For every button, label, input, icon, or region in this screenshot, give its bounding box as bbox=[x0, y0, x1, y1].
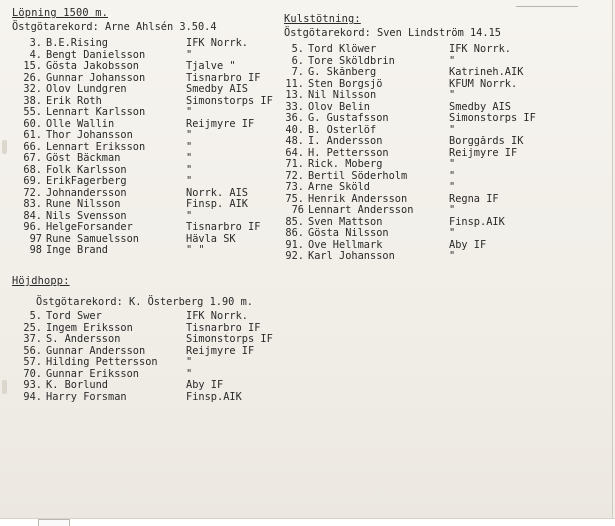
participant-number: 67. bbox=[23, 152, 42, 164]
participant-row bbox=[284, 79, 612, 91]
participant-name: Hilding Pettersson bbox=[46, 357, 158, 368]
club-name: Åby IF bbox=[186, 380, 224, 391]
participant-row bbox=[12, 323, 306, 335]
binder-hole bbox=[2, 380, 7, 394]
participant-name: HelgeForsander bbox=[46, 222, 133, 233]
participant-row bbox=[12, 38, 280, 50]
club-name: " bbox=[186, 210, 193, 222]
participant-number: 72. bbox=[23, 186, 42, 199]
participant-row bbox=[12, 334, 306, 346]
participant-name: Bengt Danielsson bbox=[46, 49, 146, 61]
participant-number: 7. bbox=[291, 66, 304, 78]
participant-number: 68. bbox=[23, 163, 42, 176]
club-name: Smedby AIS bbox=[186, 84, 248, 95]
participant-number: 94. bbox=[23, 390, 42, 403]
club-name: " bbox=[449, 205, 456, 216]
participant-row bbox=[284, 217, 612, 229]
club-name: Reijmyre IF bbox=[449, 147, 518, 159]
participant-number: 83. bbox=[23, 198, 42, 210]
participant-name: H. Pettersson bbox=[308, 147, 389, 159]
participant-name: Gösta Jakobsson bbox=[46, 61, 139, 72]
participant-number: 64. bbox=[285, 146, 304, 159]
participant-name: Gunnar Andersson bbox=[46, 345, 146, 357]
participant-number: 3. bbox=[29, 37, 42, 49]
participant-row bbox=[284, 125, 612, 137]
participant-number: 33. bbox=[285, 100, 304, 113]
club-name: Reijmyre IF bbox=[186, 118, 255, 130]
section-heading: Höjdhopp: bbox=[12, 275, 70, 287]
section-heading: Kulstötning: bbox=[284, 13, 361, 25]
high-jump-section bbox=[12, 276, 306, 403]
participant-row bbox=[284, 240, 612, 252]
participant-row bbox=[284, 182, 612, 194]
club-name: Tisnarbro IF bbox=[186, 72, 261, 84]
club-name: Norrk. AIS bbox=[186, 187, 248, 199]
participant-number: 13. bbox=[285, 89, 304, 101]
participant-name: Lennart Eriksson bbox=[46, 141, 146, 153]
participant-name: Sten Borgsjö bbox=[308, 78, 383, 90]
participant-name: Rune Samuelsson bbox=[46, 233, 139, 245]
club-name: " bbox=[449, 90, 456, 101]
participant-name: Johnandersson bbox=[46, 187, 127, 199]
participant-name: K. Borlund bbox=[46, 380, 108, 391]
participant-row bbox=[12, 311, 306, 323]
club-name: " " bbox=[186, 245, 205, 256]
participant-row bbox=[284, 228, 612, 240]
record-line: Östgötarekord: Sven Lindström 14.15 bbox=[284, 26, 501, 39]
participant-row bbox=[12, 357, 306, 369]
participant-number: 37. bbox=[23, 333, 42, 345]
participant-number: 5. bbox=[29, 310, 42, 322]
club-name: " bbox=[186, 368, 193, 380]
participant-row bbox=[12, 176, 280, 188]
participant-row bbox=[284, 159, 612, 171]
club-name: Finsp.AIK bbox=[449, 216, 505, 228]
participant-name: Henrik Andersson bbox=[308, 193, 408, 205]
participant-number: 98 bbox=[29, 244, 42, 256]
participant-row bbox=[12, 119, 280, 131]
top-right-mark bbox=[516, 0, 578, 7]
participant-name: Gunnar Johansson bbox=[46, 72, 146, 84]
record-line: Östgötarekord: Arne Ahlsén 3.50.4 bbox=[12, 20, 217, 33]
participant-number: 86. bbox=[285, 227, 304, 239]
participant-row bbox=[12, 130, 280, 142]
participant-row bbox=[12, 346, 306, 358]
participant-row bbox=[12, 165, 280, 177]
participant-list bbox=[12, 38, 280, 257]
participant-name: Lennart Andersson bbox=[308, 205, 414, 216]
participant-row bbox=[284, 56, 612, 68]
club-name: " bbox=[186, 357, 193, 368]
club-name: IFK Norrk. bbox=[449, 44, 511, 55]
binder-hole bbox=[2, 140, 7, 154]
participant-name: Lennart Karlsson bbox=[46, 107, 146, 118]
record-line: Östgötarekord: K. Österberg 1.90 m. bbox=[36, 295, 253, 308]
participant-row bbox=[12, 107, 280, 119]
participant-name: Gunnar Eriksson bbox=[46, 368, 139, 380]
participant-number: 56. bbox=[23, 344, 42, 357]
participant-name: Erik Roth bbox=[46, 95, 102, 107]
participant-number: 4. bbox=[29, 48, 42, 61]
participant-name: Tord Klöwer bbox=[308, 44, 377, 55]
participant-name: Olov Lundgren bbox=[46, 84, 127, 95]
participant-row bbox=[12, 73, 280, 85]
participant-number: 96. bbox=[23, 221, 42, 233]
club-name: " bbox=[186, 130, 193, 141]
participant-row bbox=[12, 50, 280, 62]
participant-row bbox=[284, 194, 612, 206]
participant-number: 36. bbox=[285, 112, 304, 124]
participant-name: Olov Belin bbox=[308, 101, 370, 113]
participant-name: Arne Sköld bbox=[308, 182, 370, 193]
participant-row bbox=[12, 142, 280, 154]
participant-row bbox=[284, 171, 612, 183]
participant-row bbox=[284, 67, 612, 79]
participant-number: 61. bbox=[23, 129, 42, 141]
participant-number: 11. bbox=[285, 77, 304, 90]
club-name: " bbox=[186, 176, 193, 187]
participant-name: Tord Swer bbox=[46, 311, 102, 322]
club-name: Tjalve " bbox=[186, 61, 236, 72]
participant-row bbox=[12, 392, 306, 404]
participant-name: Inge Brand bbox=[46, 245, 108, 256]
participant-number: 32. bbox=[23, 83, 42, 95]
club-name: " bbox=[449, 182, 456, 193]
participant-row bbox=[284, 44, 612, 56]
participant-row bbox=[284, 251, 612, 263]
participant-number: 70. bbox=[23, 367, 42, 380]
participant-name: G. Gustafsson bbox=[308, 113, 389, 124]
participant-name: Rune Nilsson bbox=[46, 199, 121, 210]
club-name: " bbox=[186, 164, 193, 176]
club-name: IFK Norrk. bbox=[186, 311, 248, 322]
club-name: " bbox=[449, 159, 456, 170]
club-name: Borggårds IK bbox=[449, 136, 524, 147]
participant-number: 73. bbox=[285, 181, 304, 193]
club-name: Simonstorps IF bbox=[186, 334, 273, 345]
participant-list bbox=[12, 311, 306, 403]
shot-put-section bbox=[284, 14, 612, 263]
participant-name: Nils Svensson bbox=[46, 210, 127, 222]
participant-number: 57. bbox=[23, 356, 42, 368]
participant-name: Olle Wallin bbox=[46, 118, 115, 130]
participant-name: Nil Nilsson bbox=[308, 90, 377, 101]
participant-name: Ingem Eriksson bbox=[46, 322, 133, 334]
club-name: Finsp.AIK bbox=[186, 391, 242, 403]
participant-number: 85. bbox=[285, 215, 304, 228]
participant-name: Ove Hellmark bbox=[308, 239, 383, 251]
participant-row bbox=[12, 380, 306, 392]
club-name: " bbox=[449, 251, 456, 262]
participant-number: 66. bbox=[23, 140, 42, 153]
club-name: Smedby AIS bbox=[449, 101, 511, 113]
participant-row bbox=[12, 84, 280, 96]
participant-number: 93. bbox=[23, 379, 42, 391]
participant-name: Thor Johansson bbox=[46, 130, 133, 141]
participant-name: B.E.Rising bbox=[46, 38, 108, 49]
club-name: " bbox=[186, 141, 193, 153]
bottom-tab bbox=[38, 519, 70, 526]
participant-number: 71. bbox=[285, 158, 304, 170]
participant-number: 60. bbox=[23, 117, 42, 130]
club-name: Tisnarbro IF bbox=[186, 222, 261, 233]
participant-number: 40. bbox=[285, 123, 304, 136]
participant-row bbox=[12, 96, 280, 108]
participant-row bbox=[284, 102, 612, 114]
participant-row bbox=[12, 211, 280, 223]
club-name: Reijmyre IF bbox=[186, 345, 255, 357]
club-name: Finsp. AIK bbox=[186, 199, 248, 210]
participant-row bbox=[12, 245, 280, 257]
participant-name: Sven Mattson bbox=[308, 216, 383, 228]
club-name: " bbox=[449, 228, 456, 239]
club-name: Simonstorps IF bbox=[449, 113, 536, 124]
club-name: Regna IF bbox=[449, 193, 499, 205]
section-heading: Löpning 1500 m. bbox=[12, 7, 108, 19]
participant-number: 26. bbox=[23, 71, 42, 84]
participant-name: B. Österlöf bbox=[308, 124, 377, 136]
participant-number: 84. bbox=[23, 209, 42, 222]
participant-number: 76 bbox=[291, 204, 304, 216]
club-name: " bbox=[186, 107, 193, 118]
participant-number: 15. bbox=[23, 60, 42, 72]
participant-row bbox=[12, 222, 280, 234]
club-name: " bbox=[186, 49, 193, 61]
participant-row bbox=[12, 61, 280, 73]
participant-row bbox=[12, 199, 280, 211]
participant-number: 75. bbox=[285, 192, 304, 205]
participant-row bbox=[12, 369, 306, 381]
participant-name: ErikFagerberg bbox=[46, 176, 127, 187]
participant-row bbox=[284, 136, 612, 148]
participant-row bbox=[12, 234, 280, 246]
participant-number: 97 bbox=[29, 232, 42, 245]
participant-name: I. Andersson bbox=[308, 136, 383, 147]
participant-number: 25. bbox=[23, 321, 42, 334]
participant-number: 91. bbox=[285, 238, 304, 251]
participant-number: 55. bbox=[23, 106, 42, 118]
participant-name: Folk Karlsson bbox=[46, 164, 127, 176]
participant-number: 6. bbox=[291, 54, 304, 67]
participant-name: Göst Bäckman bbox=[46, 153, 121, 164]
participant-number: 48. bbox=[285, 135, 304, 147]
participant-name: G. Skånberg bbox=[308, 67, 377, 78]
participant-list bbox=[284, 44, 612, 263]
participant-row bbox=[12, 188, 280, 200]
participant-name: Tore Sköldbrin bbox=[308, 55, 395, 67]
participant-name: S. Andersson bbox=[46, 334, 121, 345]
club-name: " bbox=[186, 153, 193, 164]
club-name: Simonstorps IF bbox=[186, 95, 273, 107]
club-name: " bbox=[449, 170, 456, 182]
participant-name: Bertil Söderholm bbox=[308, 170, 408, 182]
participant-row bbox=[284, 90, 612, 102]
participant-number: 92. bbox=[285, 250, 304, 262]
participant-row bbox=[284, 113, 612, 125]
participant-name: Rick. Moberg bbox=[308, 159, 383, 170]
participant-number: 69. bbox=[23, 175, 42, 187]
club-name: Hävla SK bbox=[186, 233, 236, 245]
club-name: " bbox=[449, 124, 456, 136]
participant-number: 38. bbox=[23, 94, 42, 107]
participant-row bbox=[284, 205, 612, 217]
participant-row bbox=[284, 148, 612, 160]
club-name: Tisnarbro IF bbox=[186, 322, 261, 334]
participant-number: 5. bbox=[291, 43, 304, 55]
club-name: " bbox=[449, 55, 456, 67]
bottom-strip bbox=[0, 518, 615, 526]
participant-name: Gösta Nilsson bbox=[308, 228, 389, 239]
club-name: KFUM Norrk. bbox=[449, 78, 518, 90]
participant-number: 72. bbox=[285, 169, 304, 182]
club-name: Katrineh.AIK bbox=[449, 67, 524, 78]
participant-name: Karl Johansson bbox=[308, 251, 395, 262]
club-name: IFK Norrk. bbox=[186, 38, 248, 49]
running-1500m-section bbox=[12, 8, 280, 257]
participant-row bbox=[12, 153, 280, 165]
participant-name: Harry Forsman bbox=[46, 391, 127, 403]
club-name: Åby IF bbox=[449, 239, 487, 251]
